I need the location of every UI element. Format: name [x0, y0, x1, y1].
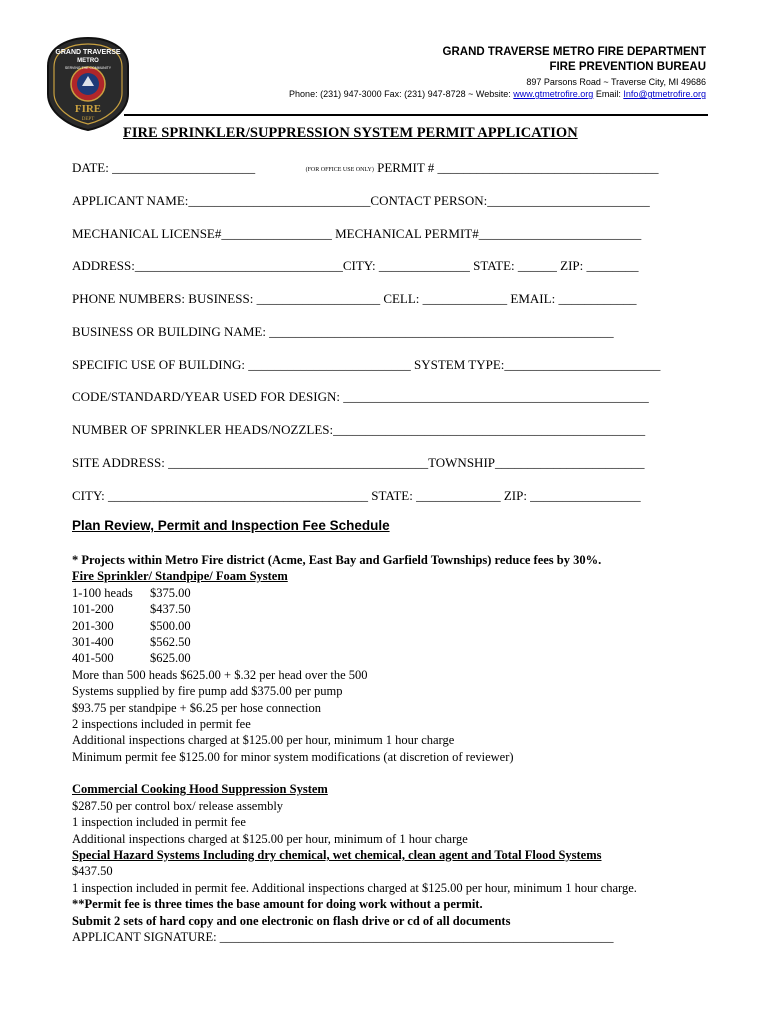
organization-address: 897 Parsons Road ~ Traverse City, MI 49686 [526, 77, 706, 87]
no-permit-penalty-note: **Permit fee is three times the base amount for doing work without a permit. [72, 897, 483, 912]
district-discount-note: * Projects within Metro Fire district (Acme, East Bay and Garfield Townships) reduce fees by 30%. [72, 553, 602, 567]
tier-fee: $437.50 [150, 602, 191, 617]
badge-bottom-text: FIRE [74, 103, 102, 115]
email-link[interactable]: Info@gtmetrofire.org [623, 89, 706, 99]
applicant-contact-field[interactable]: APPLICANT NAME:____________________________CONTACT PERSON:_________________________ [72, 193, 650, 208]
fee-schedule-heading: Plan Review, Permit and Inspection Fee Schedule [72, 518, 390, 533]
permit-number-field[interactable]: PERMIT # __________________________________ [377, 160, 659, 175]
tier-range: 401-500 [72, 651, 114, 666]
phone-numbers-field[interactable]: PHONE NUMBERS: BUSINESS: ___________________ CELL: _____________ EMAIL: ____________ [72, 291, 637, 306]
additional-inspections: Additional inspections charged at $125.00 per hour, minimum 1 hour charge [72, 733, 455, 748]
address-field[interactable]: ADDRESS:________________________________CITY: ______________ STATE: ______ ZIP: ________ [72, 258, 639, 273]
fee-tier-row [72, 650, 637, 666]
tier-fee: $375.00 [150, 585, 191, 600]
over-500-fee: More than 500 heads $625.00 + $.32 per head over the 500 [72, 667, 368, 682]
applicant-signature-field[interactable]: APPLICANT SIGNATURE: _______________________________________________________________ [72, 929, 614, 944]
sprinkler-heads-field[interactable]: NUMBER OF SPRINKLER HEADS/NOZZLES:________________________________________________ [72, 422, 646, 437]
email-prefix: Email: [593, 89, 624, 99]
hood-additional: Additional inspections charged at $125.00 per hour, minimum of 1 hour charge [72, 831, 468, 846]
bureau-name: FIRE PREVENTION BUREAU [549, 61, 706, 73]
tier-range: 301-400 [72, 634, 114, 649]
office-use-label: (FOR OFFICE USE ONLY) [305, 167, 374, 173]
minimum-permit-fee: Minimum permit fee $125.00 for minor system modifications (at discretion of reviewer) [72, 749, 514, 764]
badge-bottom-text2: DEPT [81, 117, 95, 122]
city-state-zip-field[interactable]: CITY: ________________________________________ STATE: _____________ ZIP: _________________ [72, 488, 641, 503]
mechanical-field[interactable]: MECHANICAL LICENSE#_________________ MECHANICAL PERMIT#_________________________ [72, 226, 642, 241]
hood-inspection: 1 inspection included in permit fee [72, 815, 246, 830]
badge-ring-text: SERVING THE COMMUNITY [64, 66, 112, 70]
organization-name: GRAND TRAVERSE METRO FIRE DEPARTMENT [442, 46, 706, 58]
special-hazard-fee: $437.50 [72, 864, 113, 879]
building-use-field[interactable]: SPECIFIC USE OF BUILDING: _________________________ SYSTEM TYPE:________________________ [72, 357, 661, 372]
special-hazard-inspection: 1 inspection included in permit fee. Additional inspections charged at $125.00 per hour, minimum 1 hour charge. [72, 880, 637, 895]
inspections-included: 2 inspections included in permit fee [72, 716, 251, 731]
tier-range: 201-300 [72, 618, 114, 633]
hood-fee: $287.50 per control box/ release assembly [72, 798, 284, 813]
site-address-field[interactable]: SITE ADDRESS: ________________________________________TOWNSHIP_______________________ [72, 455, 645, 470]
sprinkler-section-title: Fire Sprinkler/ Standpipe/ Foam System [72, 569, 288, 584]
contact-line [289, 89, 706, 99]
standpipe-fee: $93.75 per standpipe + $6.25 per hose connection [72, 700, 322, 715]
fire-department-badge-logo [44, 36, 132, 132]
code-standard-field[interactable]: CODE/STANDARD/YEAR USED FOR DESIGN: _______________________________________________ [72, 389, 649, 404]
badge-top-text: GRAND TRAVERSE [55, 49, 121, 56]
hood-section-title: Commercial Cooking Hood Suppression System [72, 782, 328, 797]
business-name-field[interactable]: BUSINESS OR BUILDING NAME: _____________________________________________________ [72, 324, 614, 339]
fee-schedule [72, 552, 637, 945]
fee-tier-row [72, 601, 637, 617]
submission-note: Submit 2 sets of hard copy and one electronic on flash drive or cd of all documents [72, 913, 511, 928]
special-hazard-title: Special Hazard Systems Including dry chemical, wet chemical, clean agent and Total Flood Systems [72, 848, 602, 863]
tier-range: 101-200 [72, 602, 114, 617]
date-field[interactable]: DATE: ______________________ [72, 160, 256, 175]
fee-tier-row [72, 585, 637, 601]
website-link[interactable]: www.gtmetrofire.org [513, 89, 594, 99]
date-permit-row [72, 160, 659, 176]
tier-range: 1-100 heads [72, 585, 133, 600]
contact-prefix: Phone: (231) 947-3000 Fax: (231) 947-8728 ~ Website: [289, 89, 514, 99]
fire-pump-fee: Systems supplied by fire pump add $375.00 per pump [72, 684, 343, 699]
fee-tier-row [72, 618, 637, 634]
badge-top-text2: METRO [77, 58, 99, 64]
fee-tier-row [72, 634, 637, 650]
tier-fee: $562.50 [150, 634, 191, 649]
form-title: FIRE SPRINKLER/SUPPRESSION SYSTEM PERMIT APPLICATION [123, 125, 578, 141]
tier-fee: $500.00 [150, 618, 191, 633]
header-divider [124, 114, 708, 116]
tier-fee: $625.00 [150, 651, 191, 666]
